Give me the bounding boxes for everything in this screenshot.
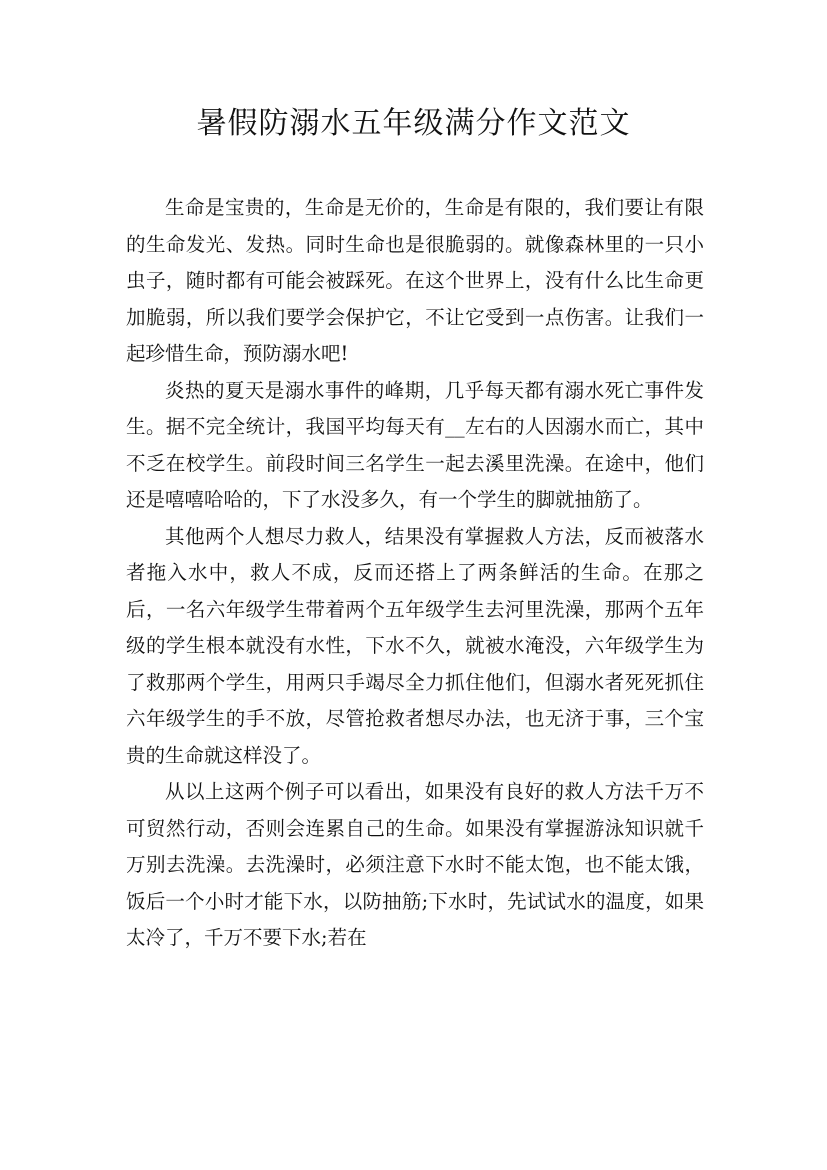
document-body: [126, 190, 704, 957]
paragraph-2: 炎热的夏天是溺水事件的峰期，几乎每天都有溺水死亡事件发生。据不完全统计，我国平均每天有__左右的人因溺水而亡，其中不乏在校学生。前段时间三名学生一起去溪里洗澡。在途中，他们还是嘻嘻哈哈的，下了水没多久，有一个学生的脚就抽筋了。: [126, 378, 704, 511]
paragraph-4: 从以上这两个例子可以看出，如果没有良好的救人方法千万不可贸然行动，否则会连累自己的生命。如果没有掌握游泳知识就千万别去洗澡。去洗澡时，必须注意下水时不能太饱，也不能太饿，饭后一个小时才能下水，以防抽筋;下水时，先试试水的温度，如果太冷了，千万不要下水;若在: [126, 780, 704, 949]
paragraph-3: 其他两个人想尽力救人，结果没有掌握救人方法，反而被落水者拖入水中，救人不成，反而还搭上了两条鲜活的生命。在那之后，一名六年级学生带着两个五年级学生去河里洗澡，那两个五年级的学生根本就没有水性，下水不久，就被水淹没，六年级学生为了救那两个学生，用两只手竭尽全力抓住他们，但溺水者死死抓住六年级学生的手不放，尽管抢救者想尽办法，也无济于事，三个宝贵的生命就这样没了。: [126, 524, 704, 767]
document-title: 暑假防溺水五年级满分作文范文: [196, 106, 631, 141]
paragraph-1: 生命是宝贵的，生命是无价的，生命是有限的，我们要让有限的生命发光、发热。同时生命也是很脆弱的。就像森林里的一只小虫子，随时都有可能会被踩死。在这个世界上，没有什么比生命更加脆弱，所以我们要学会保护它，不让它受到一点伤害。让我们一起珍惜生命，预防溺水吧!: [126, 196, 704, 365]
